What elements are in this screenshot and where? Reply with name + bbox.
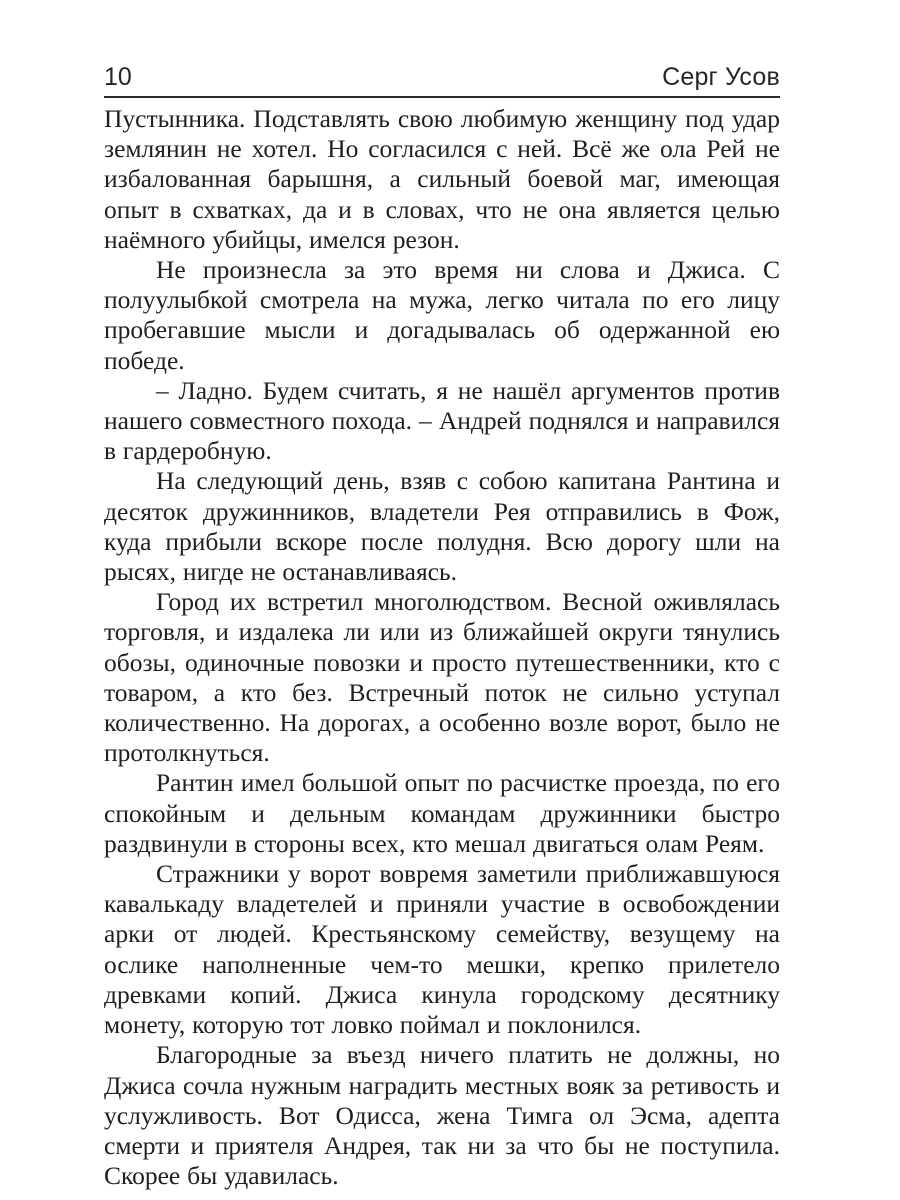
paragraph: Благородные за въезд ничего платить не должны, но Джиса сочла нужным наградить местных вояк за ретивость и услужливость. Вот Одисса, жена Тимга ол Эсма, адепта смерти и приятеля Андрея, так ни за что бы не поступила. Скорее бы удавилась.: [104, 1040, 780, 1191]
body-text: [104, 104, 780, 1191]
paragraph: Стражники у ворот вовремя заметили приближавшуюся кавалькаду владетелей и приняли участие в освобождении арки от людей. Крестьянскому семейству, везущему на ослике наполненные чем-то мешки, крепко прилетело древками копий. Джиса кинула городскому десятнику монету, которую тот ловко поймал и поклонился.: [104, 859, 780, 1040]
paragraph: Не произнесла за это время ни слова и Джиса. С полуулыбкой смотрела на мужа, легко читала по его лицу пробегавшие мысли и догадывалась об одержанной ею победе.: [104, 255, 780, 375]
book-page: [104, 52, 780, 1191]
page-number: 10: [104, 63, 132, 91]
paragraph: На следующий день, взяв с собою капитана Рантина и десяток дружинников, владетели Рея отправились в Фож, куда прибыли вскоре после полудня. Всю дорогу шли на рысях, нигде не останавливаясь.: [104, 466, 780, 587]
paragraph: Рантин имел большой опыт по расчистке проезда, по его спокойным и дельным командам дружинники быстро раздвинули в стороны всех, кто мешал двигаться олам Реям.: [104, 768, 780, 858]
running-header: [104, 52, 780, 98]
author-name: Серг Усов: [662, 63, 780, 91]
paragraph: Пустынника. Подставлять свою любимую женщину под удар землянин не хотел. Но согласился с ней. Всё же ола Рей не избалованная барышня, а сильный боевой маг, имеющая опыт в схватках, да и в словах, что не она является целью наёмного убийцы, имелся резон.: [104, 104, 780, 254]
paragraph: – Ладно. Будем считать, я не нашёл аргументов против нашего совместного похода. – Андрей поднялся и направился в гардеробную.: [104, 375, 780, 466]
paragraph: Город их встретил многолюдством. Весной оживлялась торговля, и издалека ли или из ближайшей округи тянулись обозы, одиночные повозки и просто путешественники, кто с товаром, а кто без. Встречный поток не сильно уступал количественно. На дорогах, а особенно возле ворот, было не протолкнуться.: [104, 587, 780, 768]
